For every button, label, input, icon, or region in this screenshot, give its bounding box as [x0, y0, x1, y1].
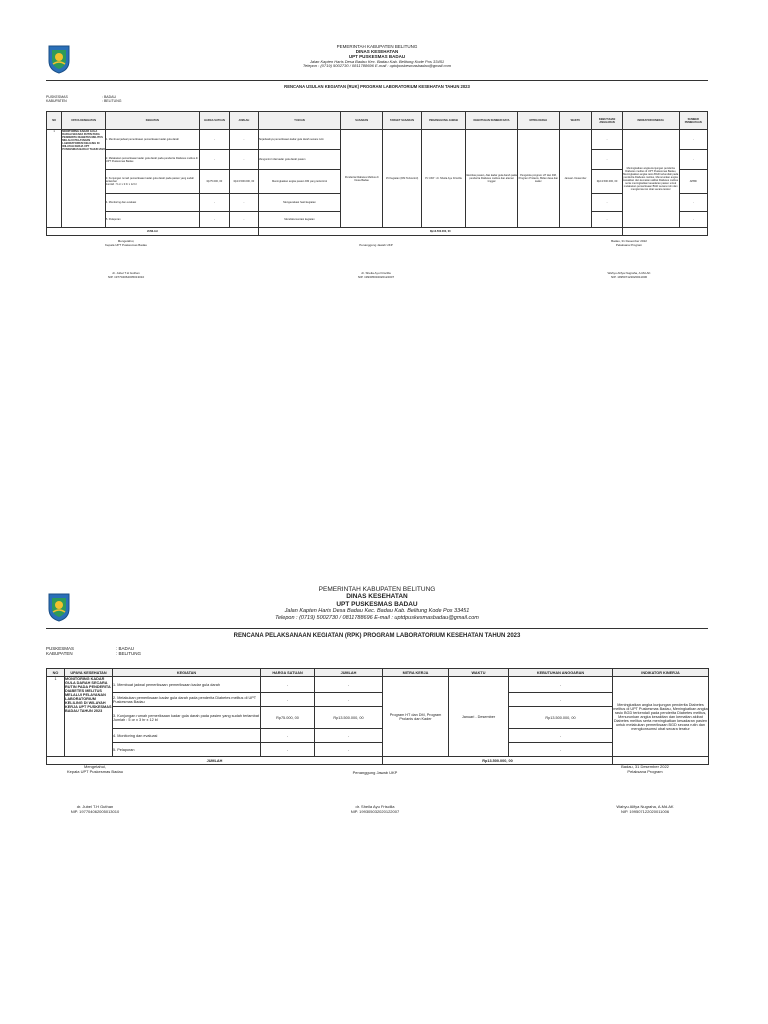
ruk-col-sasaran: SASARAN: [341, 112, 382, 130]
rpk-kegiatan: [113, 707, 261, 729]
letterhead-address: Jalan Kapten Haris Desa Badau Kec. Badau Kab. Belitung Kode Pos 33451: [284, 608, 470, 615]
ruk-total-empty: [622, 228, 707, 236]
sign-mid-title: Penanggung Jawab UKP: [352, 770, 398, 775]
rpk-sign-left-name: [30, 804, 160, 814]
ruk-harga: Rp75.000, 00: [199, 170, 230, 194]
sign-right-nip: NIP. 199507122020011006: [610, 274, 648, 279]
sign-right-name: Wahyu Alifya Nugraha, A.Md.AK: [616, 804, 674, 809]
table-row: [47, 130, 708, 150]
rpk-kegiatan: 2. Melakukan pemeriksaan kadar gula darah pada penderita Diabetes melitus di UPT Puskesmas Badau: [113, 693, 261, 707]
meta-puskesmas-value: : BADAU: [102, 95, 117, 99]
ruk-jumlah: -: [230, 150, 258, 170]
ruk-sign-left-name: [76, 272, 176, 280]
rpk-sign-mid-name: [310, 804, 440, 814]
sign-left-nip: NIP. 197704062005013010: [107, 274, 145, 279]
rpk-sign-right: [580, 764, 710, 774]
rpk-harga: -: [261, 693, 315, 707]
ruk-col-tujuan: TUJUAN: [258, 112, 341, 130]
rpk-kegiatan: 4. Monitoring dan evaluasi: [113, 729, 261, 743]
ruk-jumlah: -: [230, 130, 258, 150]
sign-right-date: Badau, 31 Desember 2022: [611, 239, 647, 243]
ruk-col-target: TARGET SASARAN: [382, 112, 421, 130]
sign-left-name: dr. Jubel T.H Guthan: [112, 271, 140, 275]
ruk-header-row: [47, 112, 708, 130]
rpk-harga: Rp75.000, 00: [261, 707, 315, 729]
sign-mid-name: dr. Sheila Ayu Friscilla: [361, 271, 391, 275]
sign-left-name: dr. Jubel T.H Guthan: [76, 804, 114, 809]
rpk-sign-mid: [310, 770, 440, 775]
letterhead-contact: Telepon : (0719) 5002730 / 0811788696 E-mail : uptdpuskesmasbadau@gmail.com: [275, 614, 479, 621]
rpk-header-row: [47, 669, 709, 677]
ruk-sumber: -: [679, 194, 707, 212]
sign-left-title1: Mengetahui,: [83, 764, 106, 769]
ruk-col-harga: HARGA SATUAN: [199, 112, 230, 130]
ruk-anggaran: -: [592, 212, 623, 228]
rpk-col-anggaran: KEBUTUHAN ANGGARAN: [509, 669, 613, 677]
sign-mid-nip: NIP. 199305032020122007: [357, 274, 395, 279]
letterhead: [46, 44, 708, 69]
ruk-col-no: NO: [47, 112, 62, 130]
rpk-sign-right-name: [580, 804, 710, 814]
ruk-upaya: MONITORING KADAR GULA DARAH SECARA RUTIN PADA PENDERITA DIABETES MELITUS MELALUI PELAYANAN LABORATORIUM KELILING DI WILAYAH KERJA UPT PUSKESMAS BADAU TAHUN 2023: [62, 130, 106, 228]
sign-left-nip: NIP. 197704062005013010: [70, 809, 120, 814]
ruk-kegiatan: 5. Pelaporan: [105, 212, 199, 228]
ruk-col-kegiatan: KEGIATAN: [105, 112, 199, 130]
ruk-sign-right: [574, 240, 684, 248]
ruk-total-value: Rp13.500.000, 00: [258, 228, 622, 236]
rpk-anggaran: -: [509, 743, 613, 757]
ruk-anggaran: -: [592, 130, 623, 150]
ruk-col-upaya: UPAYA KESEHATAN: [62, 112, 106, 130]
rpk-col-upaya: UPAYA KESEHATAN: [65, 669, 113, 677]
ruk-col-waktu: WAKTU: [559, 112, 592, 130]
ruk-col-sumber-daya: KEBUTUHAN SUMBER DAYA: [465, 112, 517, 130]
ruk-jumlah: -: [230, 194, 258, 212]
rpk-mitra: Program HT dan DM, Program Prolanis dan Kader: [383, 677, 449, 757]
ruk-tujuan: Mengevaluasi hasil kegiatan: [258, 194, 341, 212]
sign-right-title: Pelaksana Program: [627, 769, 663, 774]
ruk-col-jumlah: JUMLAH: [230, 112, 258, 130]
ruk-jumlah: Rp13.500.000, 00: [230, 170, 258, 194]
sign-right-date: Badau, 31 Desember 2022: [621, 764, 669, 769]
rpk-upaya: MONITORING KADAR GULA DARAH SECARA RUTIN PADA PENDERITA DIABETES MELITUS MELALUI PELAYANAN LABORATORIUM KELILING DI WILAYAH KERJA UPT PUSKESMAS BADAU TAHUN 2023: [65, 677, 113, 757]
table-row: [47, 693, 709, 707]
rpk-jumlah: -: [315, 743, 383, 757]
rpk-harga: -: [261, 677, 315, 693]
letterhead-unit: UPT PUSKESMAS BADAU: [348, 54, 406, 60]
ruk-sumber-daya: Identitas pasien, Alat kadar gula darah pada penderita Diabetes melitus dan alamat tinggal: [465, 130, 517, 228]
ruk-tujuan: Meningkatkan angka pasien DM yang terkontrol: [258, 170, 341, 194]
sign-right-title: Pelaksana Program: [615, 242, 643, 247]
ruk-harga: -: [199, 212, 230, 228]
rpk-meta: [46, 646, 141, 656]
rpk-jumlah: Rp13.500.000, 00: [315, 707, 383, 729]
letterhead-government: PEMERINTAH KABUPATEN BELITUNG: [318, 586, 436, 593]
ruk-col-sumber: SUMBER PEMBIAYAAN: [679, 112, 707, 130]
rpk-no: 1: [47, 677, 65, 757]
ruk-indikator: Meningkatkan angka kunjungan penderita Diabetes melitus di UPT Puskesmas Badau, Meningkatkan angka rasio BGD terkendali pada penderita Diabetes melitus, Menurunkan angka kesakitan dan kematian akibat Diabetes melitus serta meningkatkan kesadaran pasien untuk melakukan pemeriksaan BGD secara rutin dan mengkonsumsi obat secara teratur: [622, 130, 679, 228]
rpk-col-jumlah: JUMLAH: [315, 669, 383, 677]
ruk-anggaran: -: [592, 194, 623, 212]
ruk-kegiatan: 4. Monitoring dan evaluasi: [105, 194, 199, 212]
meta-puskesmas-label: PUSKESMAS: [46, 646, 75, 651]
ruk-waktu: Januari- Desember: [559, 130, 592, 228]
rpk-harga: -: [261, 729, 315, 743]
letterhead: [46, 586, 708, 621]
rpk-jumlah: -: [315, 693, 383, 707]
ruk-kegiatan-sub: Jumlah : 5 or x 3 hr x 12 bl: [105, 183, 137, 186]
rpk-anggaran: -: [509, 729, 613, 743]
meta-puskesmas-label: PUSKESMAS: [46, 95, 68, 99]
rpk-anggaran: Rp13.500.000, 00: [509, 707, 613, 729]
letterhead-agency: DINAS KESEHATAN: [346, 593, 408, 601]
ruk-sumber: -: [679, 130, 707, 150]
meta-puskesmas-value: : BADAU: [116, 646, 135, 651]
meta-kabupaten-value: : BELITUNG: [116, 651, 142, 656]
ruk-harga: -: [199, 194, 230, 212]
ruk-anggaran: Rp13.500.000, 00: [592, 170, 623, 194]
rpk-col-mitra: MITRA KERJA: [383, 669, 449, 677]
ruk-jumlah: -: [230, 212, 258, 228]
rpk-total-label: JUMLAH: [47, 757, 383, 765]
ruk-pj: PJ UKP : dr. Sheila Ayu Friscilla: [422, 130, 466, 228]
ruk-sasaran: Penderita Diabetes Melitus di Desa Badau: [341, 130, 382, 228]
ruk-target: 15 Kegiatan (DM Terkontrol): [382, 130, 421, 228]
letterhead-address: Jalan Kapten Haris Desa Badau Kec. Badau Kab. Belitung Kode Pos 33451: [309, 58, 445, 64]
letterhead-divider: [46, 80, 708, 81]
rpk-kegiatan-text: 3. Kunjungan rumah pemeriksaan kadar gula darah pada pasien yang sudah terlambat: [113, 713, 259, 718]
ruk-tujuan: Terjadwalnya pemeriksaan kadar gula darah secara rutin: [258, 130, 341, 150]
rpk-col-harga: HARGA SATUAN: [261, 669, 315, 677]
ruk-kegiatan: 1. Membuat jadwal pemeriksaan pemeriksaan kadar gula darah: [105, 130, 199, 150]
letterhead-unit: UPT PUSKESMAS BADAU: [336, 600, 418, 608]
sign-mid-nip: NIP. 199305032020122007: [350, 809, 400, 814]
ruk-col-pj: PENANGGUNG JAWAB: [422, 112, 466, 130]
ruk-sign-mid-name: [326, 272, 426, 280]
ruk-col-mitra: MITRA KERJA: [518, 112, 559, 130]
table-row: [47, 677, 709, 693]
ruk-title: RENCANA USULAN KEGIATAN (RUK) PROGRAM LABORATORIUM KESEHATAN TAHUN 2023: [284, 84, 470, 89]
rpk-harga: -: [261, 743, 315, 757]
rpk-title: RENCANA PELAKSANAAN KEGIATAN (RPK) PROGRAM LABORATORIUM KESEHATAN TAHUN 2023: [233, 633, 521, 639]
rpk-col-indikator: INDIKATOR KINERJA: [613, 669, 709, 677]
rpk-table: [46, 668, 709, 765]
sign-right-nip: NIP. 199507122020011006: [620, 809, 670, 814]
rpk-jumlah: -: [315, 677, 383, 693]
rpk-anggaran: -: [509, 693, 613, 707]
ruk-kegiatan-text: 3. Kunjungan rumah pemeriksaan kadar gula darah pada pasien yang sudah terlambat: [105, 177, 194, 183]
meta-kabupaten-label: KABUPATEN: [46, 99, 67, 103]
sign-mid-title: Penanggung Jawab UKP: [359, 243, 393, 247]
ruk-kegiatan: [105, 170, 199, 194]
ruk-col-anggaran: KEBUTUHAN ANGGARAN: [592, 112, 623, 130]
rpk-kegiatan: 1. Membuat jadwal pemeriksaan pemeriksaan kadar gula darah: [113, 677, 261, 693]
ruk-anggaran: -: [592, 150, 623, 170]
ruk-sumber: -: [679, 212, 707, 228]
ruk-harga: -: [199, 150, 230, 170]
table-row: [47, 707, 709, 729]
ruk-sign-right-name: [574, 272, 684, 280]
meta-kabupaten-value: : BELITUNG: [102, 99, 122, 103]
letterhead-divider: [46, 628, 708, 629]
ruk-no: 1: [47, 130, 62, 228]
sign-left-title2: Kepala UPT Puskesmas Badau: [105, 242, 147, 247]
sign-right-name: Wahyu Alifya Nugraha, A.Md.AK: [607, 271, 651, 275]
sign-left-title2: Kepala UPT Puskesmas Badau: [67, 769, 123, 774]
ruk-sign-mid: [326, 244, 426, 248]
rpk-col-waktu: WAKTU: [449, 669, 509, 677]
ruk-harga: -: [199, 130, 230, 150]
sign-left-title1: Mengetahui,: [117, 239, 135, 243]
table-row: [47, 743, 709, 757]
rpk-jumlah: -: [315, 729, 383, 743]
letterhead-agency: DINAS KESEHATAN: [355, 49, 399, 55]
ruk-kegiatan: 2. Melakukan pemeriksaan kadar gula darah pada penderita Diabetes melitus di UPT Puskesmas Badau: [105, 150, 199, 170]
ruk-sumber: APBD: [679, 170, 707, 194]
sign-mid-name: dr. Sheila Ayu Friscilla: [355, 804, 395, 809]
ruk-meta: [46, 95, 121, 103]
letterhead-government: PEMERINTAH KABUPATEN BELITUNG: [336, 44, 418, 49]
ruk-tujuan: Mendokumentasi kegiatan: [258, 212, 341, 228]
rpk-kegiatan: 5. Pelaporan: [113, 743, 261, 757]
ruk-table: [46, 111, 708, 236]
ruk-document: [46, 44, 708, 294]
rpk-document: [46, 586, 708, 826]
letterhead-contact: Telepon : (0719) 5002730 / 0811788696 E-mail : uptdpuskesmasbadau@gmail.com: [302, 63, 452, 69]
ruk-sign-left: [76, 240, 176, 248]
ruk-col-indikator: INDIKATOR KINERJA: [622, 112, 679, 130]
rpk-waktu: Januari - Desember: [449, 677, 509, 757]
rpk-anggaran: -: [509, 677, 613, 693]
ruk-tujuan: Mengontrol nilai kadar gula darah pasien: [258, 150, 341, 170]
rpk-col-kegiatan: KEGIATAN: [113, 669, 261, 677]
ruk-sumber: -: [679, 150, 707, 170]
rpk-sign-left: [30, 764, 160, 774]
ruk-mitra: Pengelola program HT dan DM, Program Prolanis, Bidan desa dan kader: [518, 130, 559, 228]
rpk-kegiatan-sub: Jumlah : 5 or x 3 hr x 12 bl: [113, 717, 158, 722]
meta-kabupaten-label: KABUPATEN: [46, 651, 73, 656]
rpk-col-no: NO: [47, 669, 65, 677]
ruk-total-label: JUMLAH: [47, 228, 259, 236]
rpk-total-value: Rp13.500.000, 00: [383, 757, 613, 765]
table-row: [47, 729, 709, 743]
rpk-indikator: Meningkatkan angka kunjungan penderita Diabetes melitus di UPT Puskesmas Badau, Meningkatkan angka rasio BGD terkendali pada penderita Diabetes melitus, Menurunkan angka kesakitan dan kematian akibat Diabetes melitus serta meningkatkan kesadaran pasien untuk melakukan pemeriksaan BGD secara rutin dan mengkonsumsi obat secara teratur: [613, 677, 709, 757]
ruk-total-row: [47, 228, 708, 236]
